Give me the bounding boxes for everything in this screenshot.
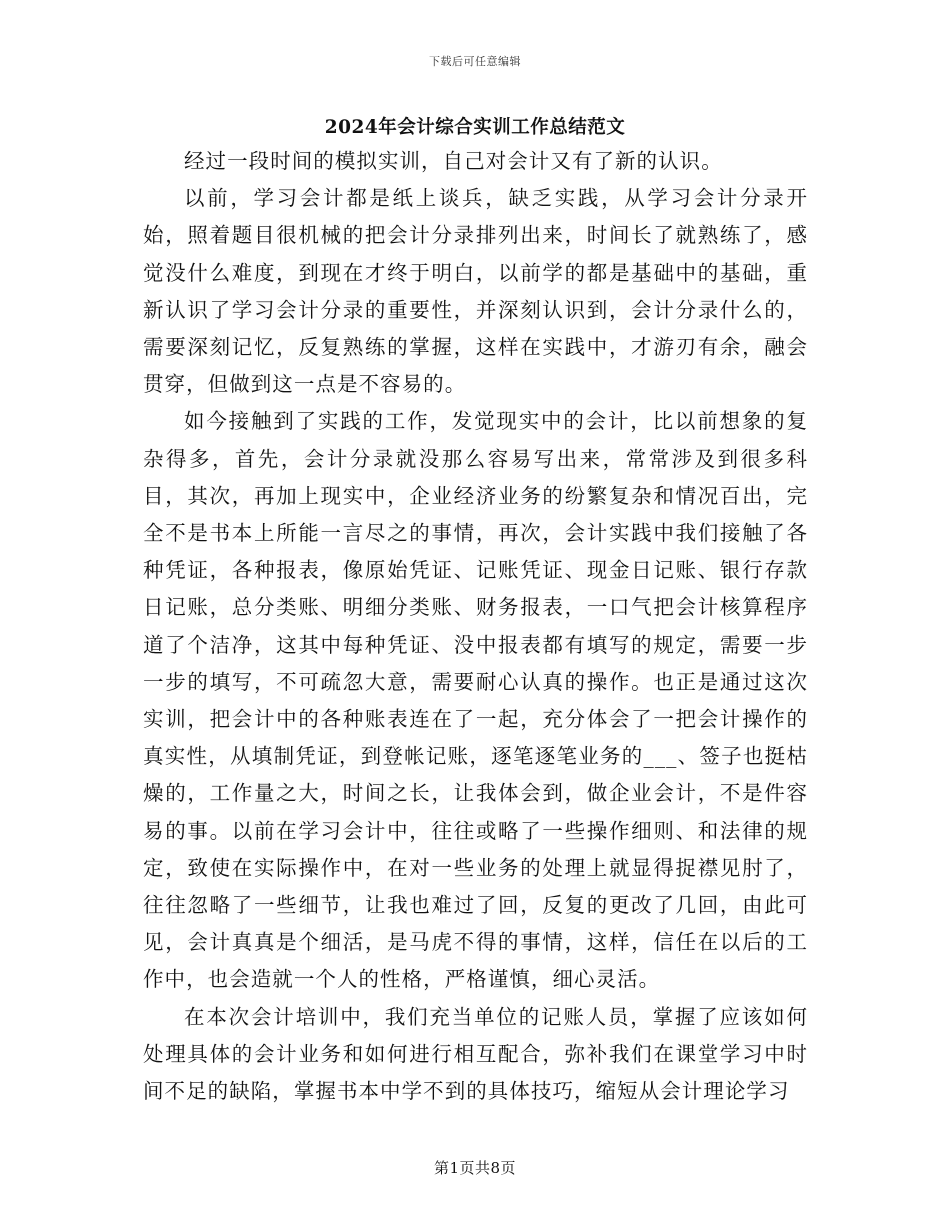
paragraph-2: 以前，学习会计都是纸上谈兵，缺乏实践，从学习会计分录开始，照着题目很机械的把会计分录排列出来，时间长了就熟练了，感觉没什么难度，到现在才终于明白，以前学的都是基础中的基础，重新认识了学习会计分录的重要性，并深刻认识到，会计分录什么的，需要深刻记忆，反复熟练的掌握，这样在实践中，才游刃有余，融会贯穿，但做到这一点是不容易的。 <box>143 186 808 397</box>
paragraph-4: 在本次会计培训中，我们充当单位的记账人员，掌握了应该如何处理具体的会计业务和如何进行相互配合，弥补我们在课堂学习中时间不足的缺陷，掌握书本中学不到的具体技巧，缩短从会计理论学习 <box>143 1004 808 1104</box>
document-body <box>143 143 808 1110</box>
page-footer: 第1页共8页 <box>433 1159 517 1177</box>
paragraph-3: 如今接触到了实践的工作，发觉现实中的会计，比以前想象的复杂得多，首先，会计分录就没那么容易写出来，常常涉及到很多科目，其次，再加上现实中，企业经济业务的纷繁复杂和情况百出，完全不是书本上所能一言尽之的事情，再次，会计实践中我们接触了各种凭证，各种报表，像原始凭证、记账凭证、现金日记账、银行存款日记账，总分类账、明细分类账、财务报表，一口气把会计核算程序道了个洁净，这其中每种凭证、没中报表都有填写的规定，需要一步一步的填写，不可疏忽大意，需要耐心认真的操作。也正是通过这次实训，把会计中的各种账表连在了一起，充分体会了一把会计操作的真实性，从填制凭证，到登帐记账，逐笔逐笔业务的___、签子也挺枯燥的，工作量之大，时间之长，让我体会到，做企业会计，不是件容易的事。以前在学习会计中，往往或略了一些操作细则、和法律的规定，致使在实际操作中，在对一些业务的处理上就显得捉襟见肘了，往往忽略了一些细节，让我也难过了回，反复的更改了几回，由此可见，会计真真是个细活，是马虎不得的事情，这样，信任在以后的工作中，也会造就一个人的性格，严格谨慎，细心灵活。 <box>143 409 808 992</box>
paragraph-1: 经过一段时间的模拟实训，自己对会计又有了新的认识。 <box>184 149 723 173</box>
header-note: 下载后可任意编辑 <box>429 55 521 68</box>
document-title: 2024年会计综合实训工作总结范文 <box>324 117 626 138</box>
